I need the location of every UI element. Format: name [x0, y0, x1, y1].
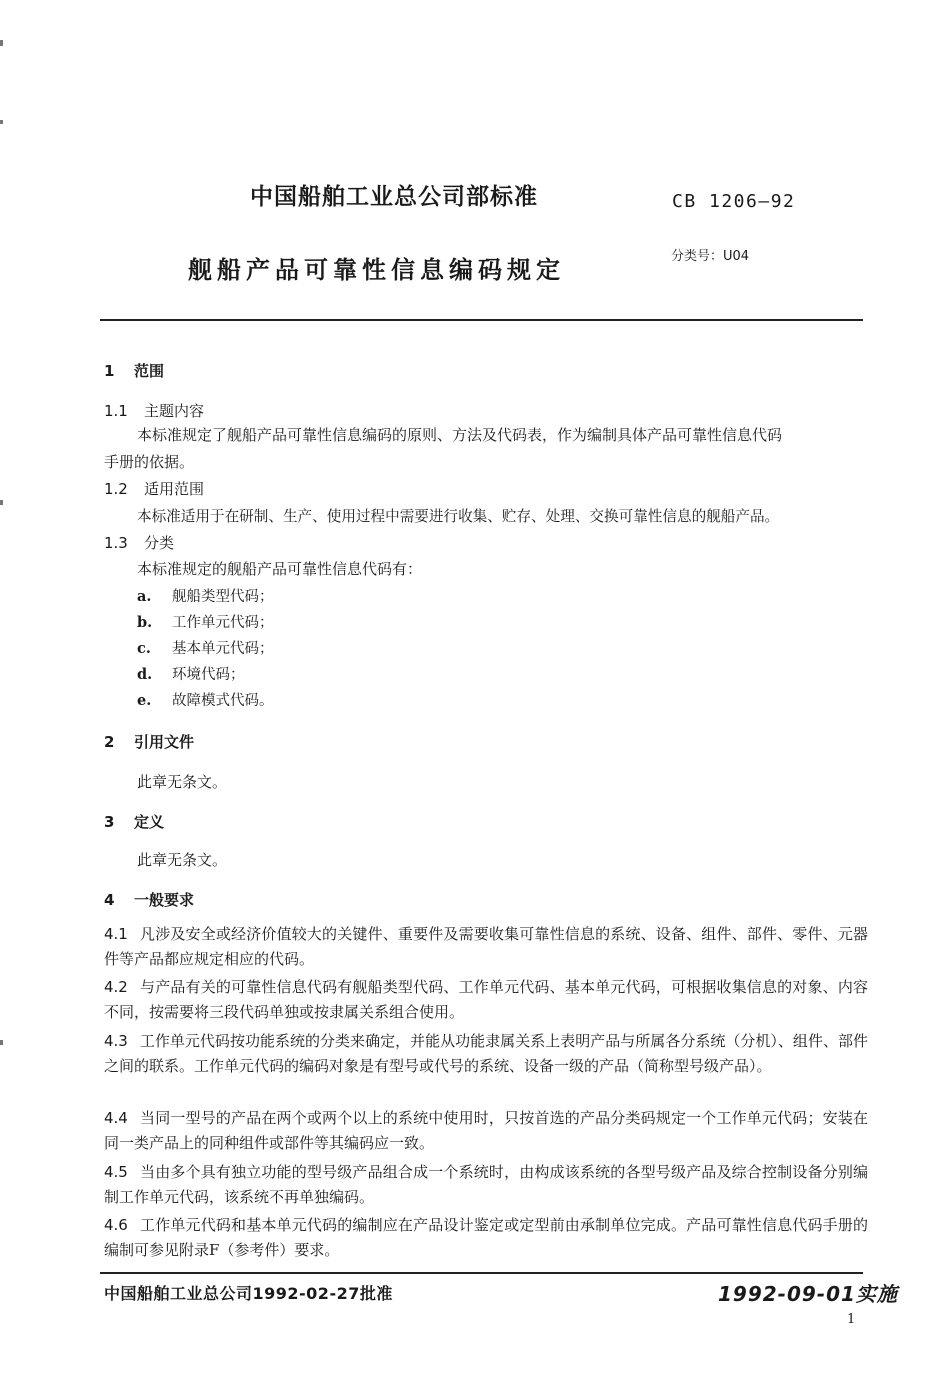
- section-1-2-body: 本标准适用于在研制、生产、使用过程中需要进行收集、贮存、处理、交换可靠性信息的舰船产品。: [137, 508, 780, 525]
- section-1-heading: 1 范围: [104, 362, 165, 380]
- section-2-heading: 2 引用文件: [104, 733, 195, 751]
- clause-4-1: 4.1 凡涉及安全或经济价值较大的关键件、重要件及需要收集可靠性信息的系统、设备、组件、部件、零件、元器件等产品都应规定相应的代码。: [104, 925, 868, 968]
- scan-artifact: [0, 40, 3, 46]
- clause-4-5: 4.5 当由多个具有独立功能的型号级产品组合成一个系统时，由构成该系统的各型号级产品及综合控制设备分别编制工作单元代码，该系统不再单独编码。: [104, 1163, 868, 1206]
- clause-4-2: 4.2 与产品有关的可靠性信息代码有舰船类型代码、工作单元代码、基本单元代码，可根据收集信息的对象、内容不同，按需要将三段代码单独或按隶属关系组合使用。: [104, 978, 868, 1021]
- clause-4-6: 4.6 工作单元代码和基本单元代码的编制应在产品设计鉴定或定型前由承制单位完成。产品可靠性信息代码手册的编制可参见附录F（参考件）要求。: [104, 1216, 868, 1259]
- section-1-3-heading: 1.3 分类: [104, 534, 175, 552]
- section-1-2-heading: 1.2 适用范围: [104, 480, 205, 498]
- list-item: b. 工作单元代码；: [137, 614, 274, 631]
- list-item: d. 环境代码；: [137, 666, 245, 683]
- section-1-1-body: 本标准规定了舰船产品可靠性信息编码的原则、方法及代码表，作为编制具体产品可靠性信息代码: [137, 426, 783, 444]
- list-item: c. 基本单元代码；: [137, 640, 274, 657]
- section-4-heading: 4 一般要求: [104, 891, 195, 909]
- standard-code: CB 1206—92: [672, 191, 796, 212]
- org-standard-heading: 中国船舶工业总公司部标准: [250, 184, 538, 210]
- effective-date: 1992-09-01实施: [718, 1282, 898, 1306]
- section-3-body: 此章无条文。: [137, 851, 228, 869]
- section-1-1-body-cont: 手册的依据。: [104, 453, 195, 471]
- header-divider: [100, 319, 863, 321]
- document-title: 舰船产品可靠性信息编码规定: [188, 256, 565, 284]
- page-number: 1: [847, 1312, 856, 1327]
- scan-artifact: [0, 120, 3, 124]
- clause-4-3: 4.3 工作单元代码按功能系统的分类来确定，并能从功能隶属关系上表明产品与所属各分系统（分机）、组件、部件之间的联系。工作单元代码的编码对象是有型号或代号的系统、设备一级的产品（简称型号级产品）。: [104, 1032, 868, 1075]
- footer-divider: [100, 1272, 863, 1274]
- approval-date: 中国船舶工业总公司1992-02-27批准: [104, 1284, 393, 1303]
- scan-artifact: [0, 500, 3, 505]
- scan-artifact: [0, 1040, 3, 1045]
- list-item: e. 故障模式代码。: [137, 692, 274, 709]
- section-3-heading: 3 定义: [104, 813, 165, 831]
- section-1-1-heading: 1.1 主题内容: [104, 402, 205, 420]
- list-item: a. 舰船类型代码；: [137, 588, 274, 605]
- section-1-3-body: 本标准规定的舰船产品可靠性信息代码有：: [137, 560, 423, 578]
- section-2-body: 此章无条文。: [137, 773, 228, 791]
- classification-number: 分类号：U04: [671, 249, 750, 264]
- clause-4-4: 4.4 当同一型号的产品在两个或两个以上的系统中使用时，只按首选的产品分类码规定一个工作单元代码；安装在同一类产品上的同种组件或部件等其编码应一致。: [104, 1109, 868, 1152]
